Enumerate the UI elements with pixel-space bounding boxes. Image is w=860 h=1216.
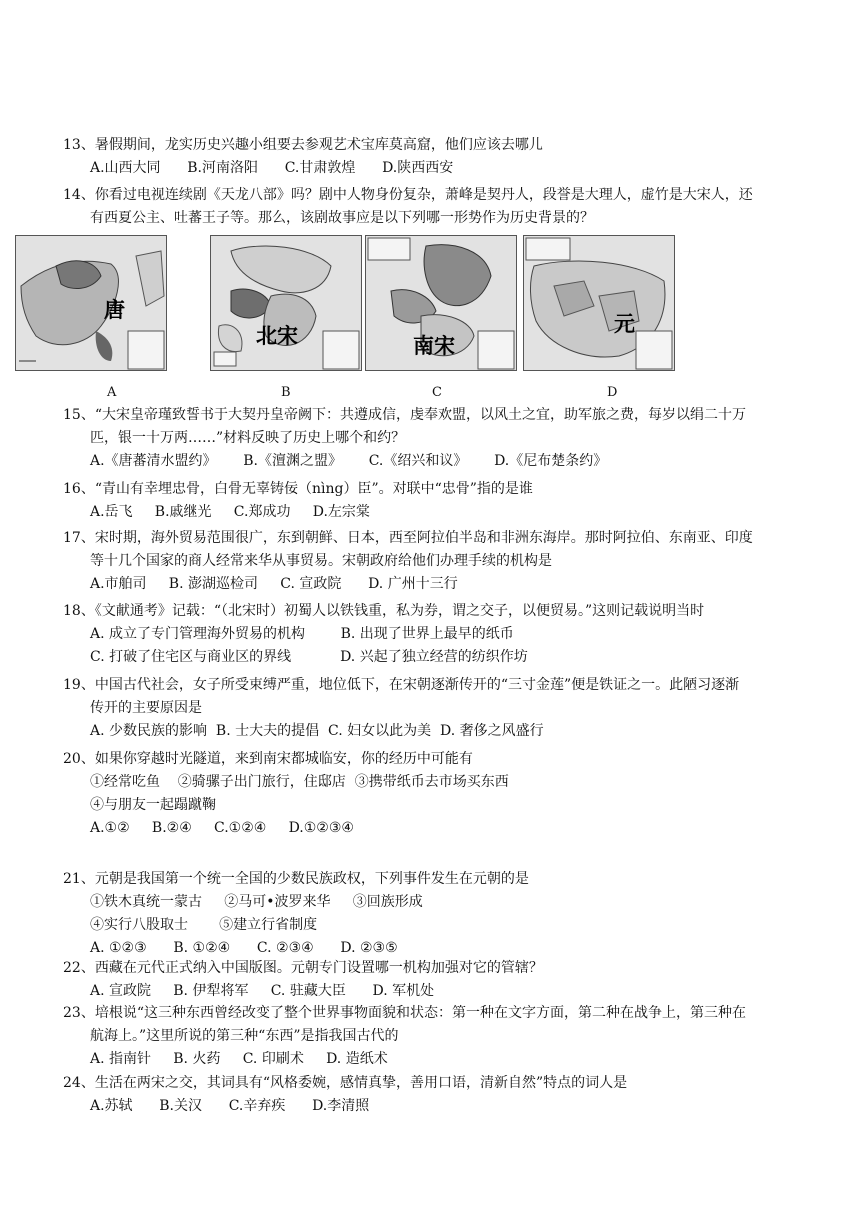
question-stem: 17、宋时期，海外贸易范围很广，东到朝鲜、日本，西至阿拉伯半岛和非洲东海岸。那时阿拉伯、东南亚、印度 — [63, 530, 753, 546]
question-stem: 18、《文献通考》记载：“（北宋时）初蜀人以铁钱重，私为券，谓之交子，以便贸易。”这则记载说明当时 — [63, 603, 705, 619]
question-options: A. 宣政院 B. 伊犁将军 C. 驻藏大臣 D. 军机处 — [90, 983, 435, 999]
map-letter-c: C — [432, 385, 442, 400]
question-options: ①经常吃鱼 ②骑骡子出门旅行，住邸店 ③携带纸币去市场买东西 ④与朋友一起蹋蹴鞠 A.①② B.②④ C.①②④ D.①②③④ — [90, 774, 509, 836]
question-23 — [63, 1002, 803, 1071]
question-options: A.《唐蕃清水盟约》 B.《澶渊之盟》 C.《绍兴和议》 D.《尼布楚条约》 — [90, 453, 608, 469]
question-stem: 22、西藏在元代正式纳入中国版图。元朝专门设置哪一机构加强对它的管辖？ — [63, 960, 543, 976]
question-options: A.岳飞 B.戚继光 C.郑成功 D.左宗棠 — [90, 504, 370, 520]
question-stem: 21、元朝是我国第一个统一全国的少数民族政权，下列事件发生在元朝的是 — [63, 871, 529, 887]
question-stem-continued: 航海上。”这里所说的第三种“东西”是指我国古代的 — [90, 1028, 399, 1044]
question-24 — [63, 1072, 803, 1118]
question-stem: 15、“大宋皇帝瑾致誓书于大契丹皇帝阙下：共遵成信，虔奉欢盟，以风土之宜，助军旅之费，每岁以绢二十万 — [63, 407, 746, 423]
map-yuan — [523, 235, 675, 371]
question-stem-continued: 有西夏公主、吐蕃王子等。那么，该剧故事应是以下列哪一形势作为历史背景的？ — [90, 210, 594, 226]
question-options: A.山西大同 B.河南洛阳 C.甘肃敦煌 D.陕西西安 — [90, 160, 454, 176]
question-options: ①铁木真统一蒙古 ②马可•波罗来华 ③回族形成 ④实行八股取士 ⑤建立行省制度 A. ①②③ B. ①②④ C. ②③④ D. ②③⑤ — [90, 894, 423, 956]
question-stem: 13、暑假期间，龙实历史兴趣小组要去参观艺术宝库莫高窟，他们应该去哪儿 — [63, 137, 543, 153]
question-18 — [63, 600, 803, 669]
map-tang — [15, 235, 167, 371]
question-stem: 24、生活在两宋之交，其词具有“风格委婉，感情真挚，善用口语，清新自然”特点的词人是 — [63, 1075, 628, 1091]
map-northern-song — [210, 235, 362, 371]
map-letter-d: D — [607, 385, 618, 400]
question-14 — [63, 184, 803, 230]
map-southern-song — [365, 235, 517, 371]
question-stem-continued: 匹，银一十万两……”材料反映了历史上哪个和约？ — [90, 430, 406, 446]
question-21 — [63, 868, 803, 960]
question-stem: 23、培根说“这三种东西曾经改变了整个世界事物面貌和状态：第一种在文字方面，第二种在战争上，第三种在 — [63, 1005, 746, 1021]
question-options: A. 少数民族的影响 B. 士大夫的提倡 C. 妇女以此为美 D. 奢侈之风盛行 — [90, 723, 544, 739]
question-options: A.市舶司 B. 澎湖巡检司 C. 宣政院 D. 广州十三行 — [90, 576, 458, 592]
question-20 — [63, 748, 803, 840]
map-letter-b: B — [281, 385, 291, 400]
question-stem-continued: 等十几个国家的商人经常来华从事贸易。宋朝政府给他们办理手续的机构是 — [90, 553, 552, 569]
map-dynasty-label: 唐 — [104, 298, 125, 322]
question-16 — [63, 478, 803, 524]
question-stem: 16、“青山有幸埋忠骨，白骨无辜铸佞（nìng）臣”。对联中“忠骨”指的是谁 — [63, 481, 533, 497]
question-options: A.苏轼 B.关汉 C.辛弃疾 D.李清照 — [90, 1098, 370, 1114]
question-options: A. 指南针 B. 火药 C. 印刷术 D. 造纸术 — [90, 1051, 388, 1067]
question-stem: 14、你看过电视连续剧《天龙八部》吗？剧中人物身份复杂，萧峰是契丹人，段誉是大理人，虚竹是大宋人，还 — [63, 187, 753, 203]
question-13 — [63, 134, 803, 180]
question-options: A. 成立了专门管理海外贸易的机构 B. 出现了世界上最早的纸币 C. 打破了住宅区与商业区的界线 D. 兴起了独立经营的纺织作坊 — [90, 626, 528, 665]
map-options — [15, 235, 845, 405]
map-letter-a: A — [107, 385, 117, 400]
question-stem-continued: 传开的主要原因是 — [90, 700, 202, 716]
map-dynasty-label: 北宋 — [256, 324, 298, 348]
question-stem: 20、如果你穿越时光隧道，来到南宋都城临安，你的经历中可能有 — [63, 751, 473, 767]
question-22 — [63, 957, 803, 1003]
map-dynasty-label: 南宋 — [413, 334, 455, 358]
question-15 — [63, 404, 803, 473]
map-dynasty-label: 元 — [614, 312, 635, 336]
question-19 — [63, 674, 803, 743]
question-17 — [63, 527, 803, 596]
question-stem: 19、中国古代社会，女子所受束缚严重，地位低下，在宋朝逐渐传开的“三寸金莲”便是铁证之一。此陋习逐渐 — [63, 677, 740, 693]
